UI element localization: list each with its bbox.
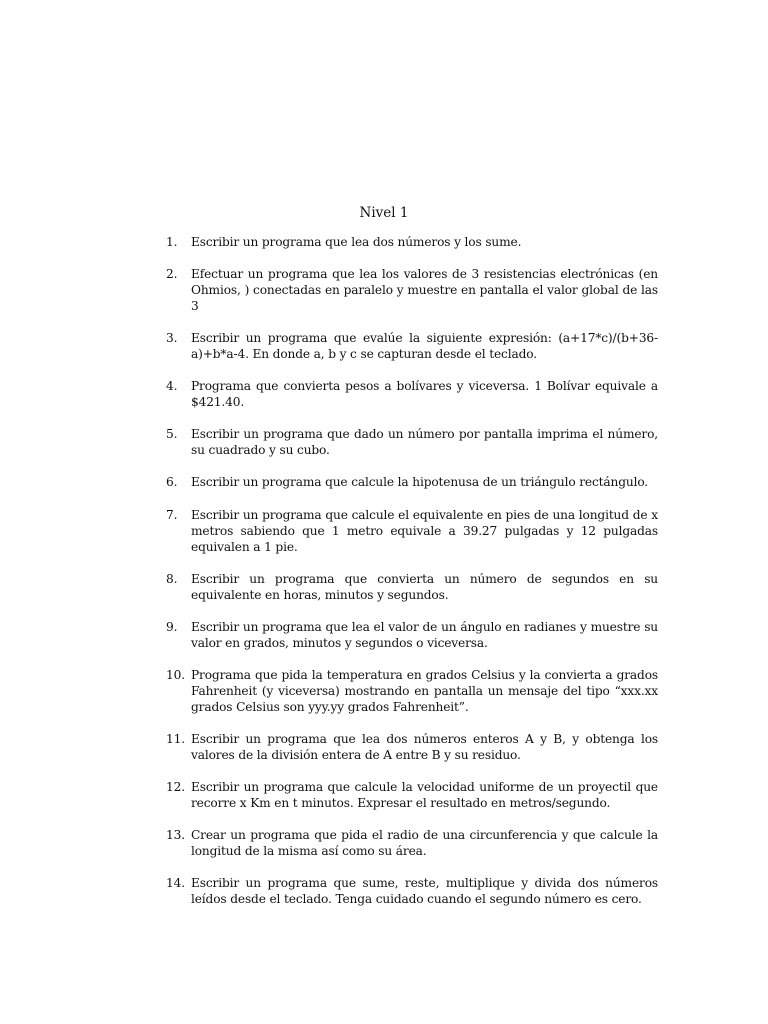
exercise-item-13	[166, 827, 658, 859]
document-title	[0, 204, 768, 222]
exercise-text: Escribir un programa que sume, reste, multiplique y divida dos números leídos desde el teclado. Tenga cuidado cuando el segundo número es cero.	[191, 876, 658, 906]
exercise-item-7	[166, 507, 658, 555]
exercise-item-5	[166, 426, 658, 458]
exercise-item-2	[166, 266, 658, 314]
exercise-item-8	[166, 571, 658, 603]
exercise-number: 9.	[166, 620, 178, 634]
exercise-text: Escribir un programa que lea el valor de un ángulo en radianes y muestre su valor en grados, minutos y segundos o viceversa.	[191, 620, 658, 650]
exercise-text: Escribir un programa que convierta un número de segundos en su equivalente en horas, minutos y segundos.	[191, 572, 658, 602]
exercise-item-4	[166, 378, 658, 410]
exercise-list	[166, 234, 658, 907]
exercise-number: 12.	[166, 780, 185, 794]
title-text: Nivel 1	[359, 205, 409, 221]
exercise-item-6	[166, 474, 658, 490]
exercise-number: 7.	[166, 508, 178, 522]
exercise-number: 5.	[166, 427, 178, 441]
exercise-number: 6.	[166, 475, 178, 489]
exercise-text: Escribir un programa que calcule la hipotenusa de un triángulo rectángulo.	[191, 475, 649, 489]
exercise-item-12	[166, 779, 658, 811]
exercise-text: Crear un programa que pida el radio de una circunferencia y que calcule la longitud de la misma así como su área.	[191, 828, 658, 858]
exercise-item-3	[166, 330, 658, 362]
exercise-number: 2.	[166, 267, 178, 281]
exercise-text: Escribir un programa que calcule la velocidad uniforme de un proyectil que recorre x Km en t minutos. Expresar el resultado en metros/segundo.	[191, 780, 658, 810]
exercise-item-9	[166, 619, 658, 651]
exercise-text: Programa que pida la temperatura en grados Celsius y la convierta a grados Fahrenheit (y viceversa) mostrando en pantalla un mensaje del tipo “xxx.xx grados Celsius son yyy.yy grados Fahrenheit”.	[191, 668, 658, 714]
exercise-number: 1.	[166, 235, 178, 249]
exercise-text: Escribir un programa que evalúe la siguiente expresión: (a+17*c)/(b+36-a)+b*a-4. En donde a, b y c se capturan desde el teclado.	[191, 331, 658, 361]
exercise-number: 8.	[166, 572, 178, 586]
exercise-number: 10.	[166, 668, 185, 682]
exercise-text: Programa que convierta pesos a bolívares y viceversa. 1 Bolívar equivale a $421.40.	[191, 379, 658, 409]
exercise-number: 3.	[166, 331, 178, 345]
exercise-text: Escribir un programa que dado un número por pantalla imprima el número, su cuadrado y su cubo.	[191, 427, 658, 457]
exercise-number: 4.	[166, 379, 178, 393]
exercise-item-14	[166, 875, 658, 907]
exercise-text: Escribir un programa que calcule el equivalente en pies de una longitud de x metros sabiendo que 1 metro equivale a 39.27 pulgadas y 12 pulgadas equivalen a 1 pie.	[191, 508, 658, 554]
exercise-item-1	[166, 234, 658, 250]
exercise-number: 13.	[166, 828, 185, 842]
exercise-text: Escribir un programa que lea dos números y los sume.	[191, 235, 522, 249]
exercise-text: Escribir un programa que lea dos números enteros A y B, y obtenga los valores de la división entera de A entre B y su residuo.	[191, 732, 658, 762]
exercise-item-11	[166, 731, 658, 763]
exercise-text: Efectuar un programa que lea los valores de 3 resistencias electrónicas (en Ohmios, ) conectadas en paralelo y muestre en pantalla el valor global de las 3	[191, 267, 658, 313]
exercise-number: 14.	[166, 876, 185, 890]
exercise-item-10	[166, 667, 658, 715]
exercise-number: 11.	[166, 732, 185, 746]
